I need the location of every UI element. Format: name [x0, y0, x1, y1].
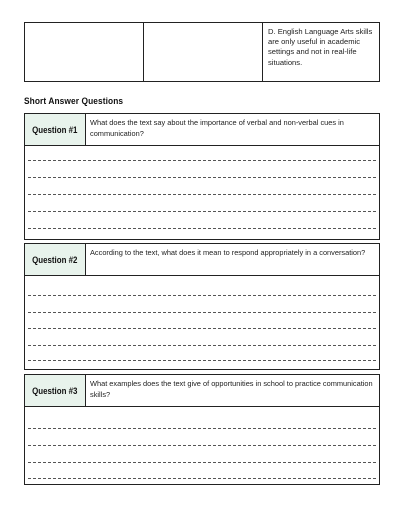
question-3-header [25, 375, 379, 407]
section-title: Short Answer Questions [24, 96, 124, 107]
answer-line [28, 194, 376, 195]
table-cell-empty-2 [144, 23, 263, 81]
answer-line [28, 428, 376, 429]
answer-line [28, 445, 376, 446]
question-3-text: What examples does the text give of opportunities in school to practice communication skills? [90, 379, 373, 400]
answer-line [28, 295, 376, 296]
question-1-header [25, 114, 379, 146]
question-1-label: Question #1 [25, 114, 86, 145]
question-1-answer-area[interactable] [25, 146, 379, 238]
question-1-text: What does the text say about the importance of verbal and non-verbal cues in communication? [90, 118, 344, 139]
answer-line [28, 462, 376, 463]
answer-line [28, 211, 376, 212]
question-2-header [25, 244, 379, 276]
question-2-answer-area[interactable] [25, 276, 379, 368]
question-2-box [24, 243, 380, 370]
question-2-text: According to the text, what does it mean to respond appropriately in a conversation? [90, 248, 366, 257]
answer-line [28, 312, 376, 313]
multiple-choice-table [24, 22, 380, 82]
question-2-label: Question #2 [25, 244, 86, 275]
table-cell-empty-1 [25, 23, 144, 81]
answer-line [28, 177, 376, 178]
answer-line [28, 345, 376, 346]
answer-option-d: D. English Language Arts skills are only useful in academic settings and not in real-life situations. [268, 27, 373, 67]
question-3-box [24, 374, 380, 485]
answer-line [28, 328, 376, 329]
answer-line [28, 360, 376, 361]
answer-line [28, 160, 376, 161]
answer-line [28, 478, 376, 479]
question-3-label: Question #3 [25, 375, 86, 406]
answer-line [28, 228, 376, 229]
question-1-box [24, 113, 380, 240]
question-3-answer-area[interactable] [25, 407, 379, 483]
